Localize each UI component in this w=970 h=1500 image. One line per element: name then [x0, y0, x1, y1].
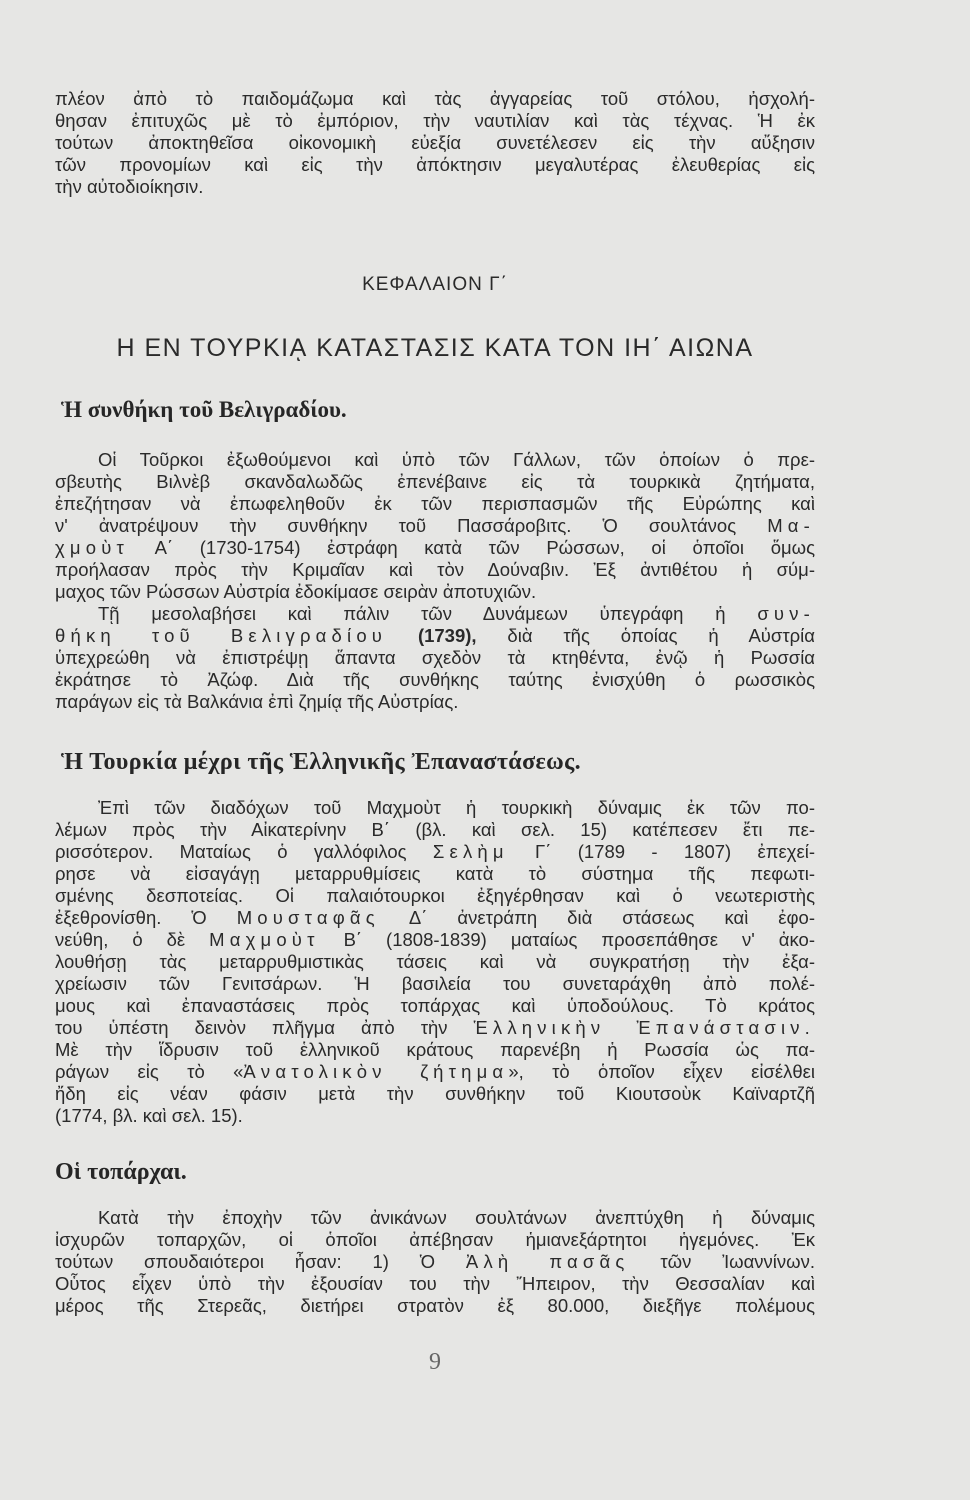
text-line: λουθήσῃ τὰς μεταρρυθμιστικὰς τάσεις καὶ νὰ συγκρατήσῃ τὴν ἐξα-	[55, 951, 815, 972]
text-line: μαχος τῶν Ρώσσων Αὐστρία ἐδοκίμασε σειρὰν ἀποτυχιῶν.	[55, 581, 537, 602]
text-line: ἐπεζήτησαν νὰ ἐπωφεληθοῦν ἐκ τῶν περισπασμῶν τῆς Εὐρώπης καὶ	[55, 493, 815, 514]
section-local-rulers	[55, 1157, 815, 1317]
text-column	[55, 88, 815, 1377]
text-run: τῶν Ἰωαννίνων.	[629, 1251, 815, 1272]
text-line: τούτων ἀποκτηθεῖσα οἰκονομικὴ εὐεξία συνετέλεσεν εἰς τὴν αὔξησιν	[55, 132, 815, 153]
chapter-title: Η ΕΝ ΤΟΥΡΚΙᾼ ΚΑΤΑΣΤΑΣΙΣ ΚΑΤΑ ΤΟΝ ΙΗ΄ ΑΙΩΝΑ	[116, 334, 754, 362]
text-run: Τῇ μεσολαβήσει καὶ πάλιν τῶν Δυνάμεων ὑπεγράφη ἡ	[98, 603, 758, 624]
spaced-emphasis: Ἑλληνικὴν Ἐπανάστασιν.	[473, 1017, 815, 1038]
text-line: ἐκράτησε τὸ Ἀζώφ. Διὰ τῆς συνθήκης ταύτης ἐνισχύθη ὁ ρωσσικὸς	[55, 669, 815, 690]
text-run: νεύθη, ὁ δὲ	[55, 929, 210, 950]
text-line: τῶν προνομίων καὶ εἰς τὴν ἀπόκτησιν μεγαλυτέρας ἐλευθερίας εἰς	[55, 154, 815, 175]
text-run: ρισσότερον. Ματαίως ὁ γαλλόφιλος	[55, 841, 433, 862]
text-line: πλέον ἀπὸ τὸ παιδομάζωμα καὶ τὰς ἀγγαρείας τοῦ στόλου, ἠσχολή-	[55, 88, 815, 109]
text-line: ἤδη εἰς νέαν φάσιν μετὰ τὴν συνθήκην τοῦ Κιουτσοὺκ Καϊναρτζῆ	[55, 1083, 815, 1104]
text-line	[55, 1017, 815, 1039]
text-line	[55, 1061, 815, 1083]
text-line: λέμων πρὸς τὴν Αἰκατερίνην Β΄ (βλ. καὶ σελ. 15) κατέπεσεν ἔτι πε-	[55, 819, 815, 840]
text-line: χρείωσιν τῶν Γενιτσάρων. Ἡ βασιλεία του συνεταράχθη ἀπὸ πολέ-	[55, 973, 815, 994]
paragraph	[55, 603, 815, 713]
paragraph	[55, 1207, 815, 1317]
spaced-emphasis: Σελὴμ	[432, 841, 509, 862]
text-line: ἰσχυρῶν τοπαρχῶν, οἱ ὁποῖοι ἀπέβησαν ἡμιανεξάρτητοι ἡγεμόνες. Ἐκ	[55, 1229, 815, 1250]
bold-text: (1739),	[387, 625, 477, 646]
page-number: 9	[429, 1349, 441, 1375]
text-line: ρησε νὰ εἰσαγάγῃ μεταρρυθμίσεις κατὰ τὸ σύστημα τῆς πεφωτι-	[55, 863, 815, 884]
chapter-label: ΚΕΦΑΛΑΙΟΝ Γ΄	[362, 274, 508, 295]
text-line	[55, 841, 815, 863]
text-line: σμένης δεσποτείας. Οἱ παλαιότουρκοι ἐξηγέρθησαν καὶ ὁ νεωτεριστὴς	[55, 885, 815, 906]
spaced-emphasis: χμοὺτ	[55, 537, 129, 558]
text-line: θησαν ἐπιτυχῶς μὲ τὸ ἐμπόριον, τὴν ναυτιλίαν καὶ τὰς τέχνας. Ἡ ἐκ	[55, 110, 815, 131]
text-line	[55, 603, 815, 625]
text-line	[55, 625, 815, 647]
text-run: διὰ τῆς ὁποίας ἡ Αὐστρία	[476, 625, 815, 646]
text-line: Κατὰ τὴν ἐποχὴν τῶν ἀνικάνων σουλτάνων ἀνεπτύχθη ἡ δύναμις	[98, 1207, 815, 1228]
text-line: παράγων εἰς τὰ Βαλκάνια ἐπὶ ζημίᾳ τῆς Αὐστρίας.	[55, 691, 459, 712]
text-line: προήλασαν πρὸς τὴν Κριμαῖαν καὶ τὸν Δούναβιν. Ἐξ ἀντιθέτου ἡ σύμ-	[55, 559, 815, 580]
text-line	[55, 929, 815, 951]
section-heading: Ἡ Τουρκία μέχρι τῆς Ἑλληνικῆς Ἐπαναστάσεως.	[61, 749, 582, 775]
spaced-emphasis: θήκη τοῦ Βελιγραδίου	[55, 625, 388, 646]
section-heading: Ἡ συνθήκη τοῦ Βελιγραδίου.	[61, 397, 347, 422]
spaced-emphasis: Μουσταφᾶς	[236, 907, 380, 928]
spaced-emphasis: Μα-	[767, 515, 815, 536]
section-heading: Οἱ τοπάρχαι.	[55, 1159, 187, 1185]
text-line: μέρος τῆς Στερεᾶς, διετήρει στρατὸν ἐξ 80.000, διεξῆγε πολέμους	[55, 1295, 815, 1316]
text-run: Δ΄ ἀνετράπη διὰ στάσεως καὶ ἐφο-	[379, 907, 816, 928]
text-run: ἐξεθρονίσθη. Ὁ	[55, 907, 237, 928]
text-run: », τὸ ὁποῖον εἶχεν εἰσέλθει	[508, 1061, 815, 1082]
continuation-paragraph	[55, 88, 815, 198]
text-line: Οἱ Τοῦρκοι ἐξωθούμενοι καὶ ὑπὸ τῶν Γάλλων, τῶν ὁποίων ὁ πρε-	[98, 449, 815, 470]
section-turkey-until-revolution	[55, 747, 815, 1127]
text-line: ὑπεχρεώθη νὰ ἐπιστρέψῃ ἅπαντα σχεδὸν τὰ κτηθέντα, ἐνῷ ἡ Ρωσσία	[55, 647, 815, 668]
spaced-emphasis: συν-	[757, 603, 815, 624]
spaced-emphasis: Μαχμοὺτ	[209, 929, 320, 950]
section-treaty-of-belgrade	[55, 396, 815, 713]
text-line: μους καὶ ἐπαναστάσεις πρὸς τοπάρχας καὶ ὑποδούλους. Τὸ κράτος	[55, 995, 815, 1016]
text-run: Γ΄ (1789 - 1807) ἐπεχεί-	[508, 841, 815, 862]
text-line: σβευτὴς Βιλνὲβ σκανδαλωδῶς ἐπενέβαινε εἰς τὰ τουρκικὰ ζητήματα,	[55, 471, 815, 492]
text-line	[55, 537, 815, 559]
text-run: τούτων σπουδαιότεροι ἦσαν: 1) Ὁ	[55, 1251, 466, 1272]
text-line: τὴν αὐτοδιοίκησιν.	[55, 176, 204, 197]
text-line: Οὗτος εἶχεν ὑπὸ τὴν ἐξουσίαν του τὴν Ἤπειρον, τὴν Θεσσαλίαν καὶ	[55, 1273, 815, 1294]
text-line: (1774, βλ. καὶ σελ. 15).	[55, 1105, 243, 1126]
text-run: του ὑπέστη δεινὸν πλῆγμα ἀπὸ τὴν	[55, 1017, 474, 1038]
text-line: Μὲ τὴν ἵδρυσιν τοῦ ἑλληνικοῦ κράτους παρενέβη ἡ Ρωσσία ὡς πα-	[55, 1039, 815, 1060]
text-run: Β΄ (1808-1839) ματαίως προσεπάθησε ν' ἀκο-	[319, 929, 815, 950]
text-run: Α΄ (1730-1754) ἐστράφη κατὰ τῶν Ρώσσων, οἱ ὁποῖοι ὅμως	[128, 537, 815, 558]
text-line	[55, 515, 815, 537]
text-run: ν' ἀνατρέψουν τὴν συνθήκην τοῦ Πασσάροβιτς. Ὁ σουλτάνος	[55, 515, 768, 536]
spaced-emphasis: Ἀνατολικὸν ζήτημα	[243, 1061, 509, 1082]
paragraph	[55, 449, 815, 603]
text-line	[55, 907, 815, 929]
text-line: Ἐπὶ τῶν διαδόχων τοῦ Μαχμοὺτ ἡ τουρκικὴ δύναμις ἐκ τῶν πο-	[98, 797, 815, 818]
text-run: ράγων εἰς τὸ «	[55, 1061, 244, 1082]
paragraph	[55, 797, 815, 1127]
spaced-emphasis: Ἀλὴ πασᾶς	[465, 1251, 630, 1272]
text-line	[55, 1251, 815, 1273]
